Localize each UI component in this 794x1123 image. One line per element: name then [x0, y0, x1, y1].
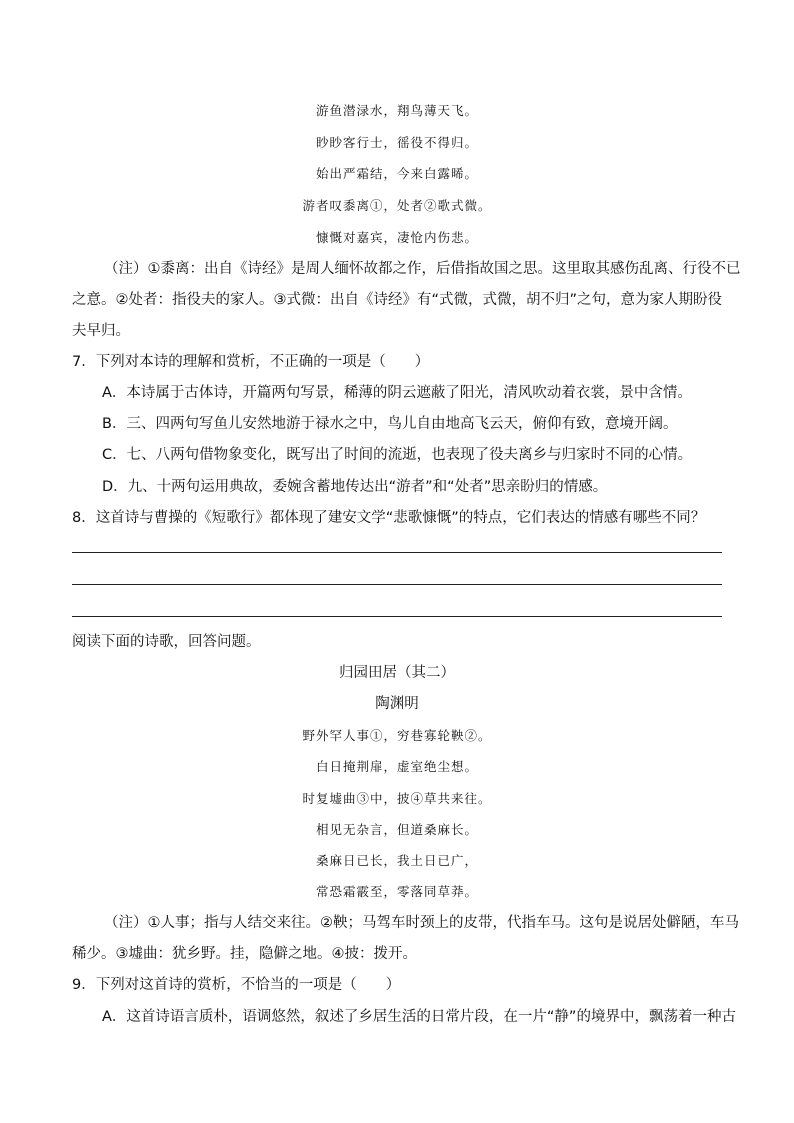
- poem2-note-line: （注）①人事；指与人结交来往。②鞅；马驾车时颈上的皮带，代指车马。这句是说居处僻陋，车马: [104, 915, 739, 931]
- poem2-line: 时复墟曲③中，披④草共来往。: [302, 791, 492, 806]
- question-7-option-b: B．三、四两句写鱼儿安然地游于禄水之中，鸟儿自由地高飞云天，俯仰有致，意境开阔。: [102, 416, 678, 432]
- question-7-option-a: A．本诗属于古体诗，开篇两句写景，稀薄的阴云遮蔽了阳光，清风吹动着衣裳，景中含情。: [102, 385, 692, 401]
- question-9-option-a: A．这首诗语言质朴，语调悠然，叙述了乡居生活的日常片段，在一片“静”的境界中，飘荡着一种古: [102, 1009, 736, 1025]
- poem2-line: 白日掩荆扉，虚室绝尘想。: [315, 759, 478, 774]
- poem1-line: 始出严霜结，今来白露晞。: [315, 166, 478, 181]
- reading-instruction: 阅读下面的诗歌，回答问题。: [72, 634, 261, 650]
- answer-line: [72, 552, 722, 553]
- answer-line: [72, 616, 722, 617]
- poem1-line: 游鱼潜渌水，翔鸟薄天飞。: [315, 103, 478, 118]
- poem2-line: 常恐霜霰至，零落同草莽。: [315, 884, 478, 899]
- poem1-note-line: 夫早归。: [72, 323, 130, 339]
- poem1-line: 游者叹黍离①，处者②歌式微。: [302, 198, 492, 213]
- poem1-line: 眇眇客行士，徭役不得归。: [315, 135, 478, 150]
- poem1-note-line: （注）①黍离：出自《诗经》是周人缅怀故都之作，后借指故国之思。这里取其感伤乱离、行役不已: [104, 261, 741, 277]
- poem2-line: 野外罕人事①，穷巷寡轮鞅②。: [302, 728, 492, 743]
- question-8-stem: 8．这首诗与曹操的《短歌行》都体现了建安文学“悲歌慷慨”的特点，它们表达的情感有哪些不同？: [72, 510, 706, 526]
- poem2-line: 相见无杂言，但道桑麻长。: [315, 822, 478, 837]
- poem2-line: 桑麻日已长，我土日已广，: [315, 853, 478, 868]
- poem1-note-line: 之意。②处者：指役夫的家人。③式微：出自《诗经》有“式微，式微，胡不归”之句，意为家人期盼役: [72, 292, 723, 308]
- poem2-note-line: 稀少。③墟曲：犹乡野。挂，隐僻之地。④披：拨开。: [72, 946, 417, 962]
- answer-line: [72, 584, 722, 585]
- poem2-author: 陶渊明: [375, 696, 419, 712]
- question-7-option-d: D．九、十两句运用典故，委婉含蓄地传达出“游者”和“处者”思亲盼归的情感。: [102, 479, 608, 495]
- question-7-option-c: C．七、八两句借物象变化，既写出了时间的流逝，也表现了役夫离乡与归家时不同的心情。: [102, 447, 693, 463]
- question-9-stem: 9．下列对这首诗的赏析，不恰当的一项是（ ）: [72, 977, 401, 993]
- question-7-stem: 7．下列对本诗的理解和赏析，不正确的一项是（ ）: [72, 354, 430, 370]
- poem2-title: 归园田居（其二）: [339, 665, 455, 681]
- poem1-line: 慷慨对嘉宾，凄怆内伤悲。: [315, 230, 478, 245]
